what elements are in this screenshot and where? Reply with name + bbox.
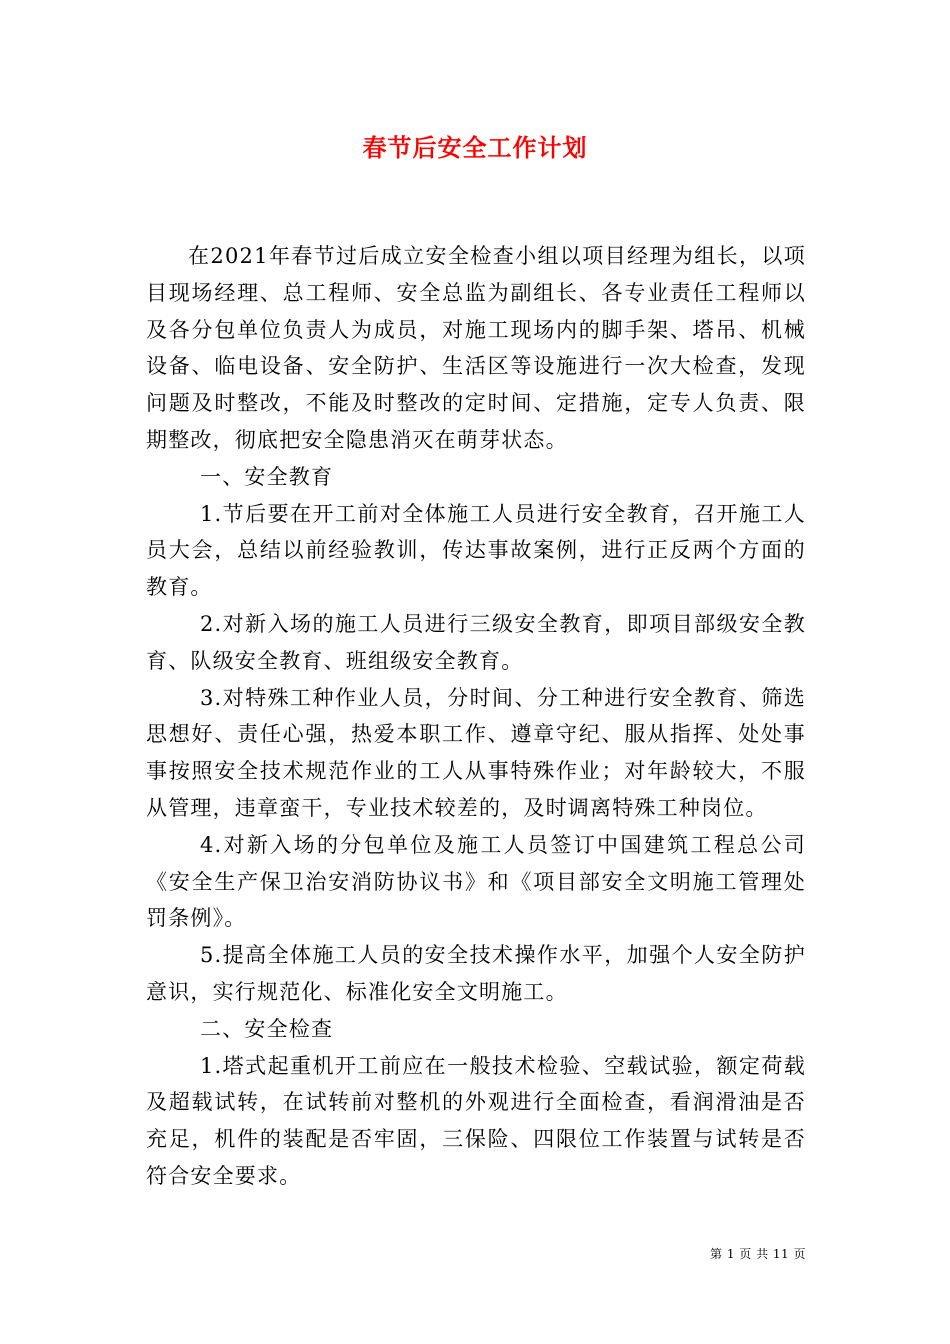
document-title: 春节后安全工作计划 xyxy=(362,133,588,162)
document-body xyxy=(146,238,806,1195)
safety-inspection-item-1: 1.塔式起重机开工前应在一般技术检验、空载试验，额定荷载及超载试转，在试转前对整机的外观进行全面检查，看润滑油是否充足，机件的装配是否牢固，三保险、四限位工作装置与试转是否符合安全要求。 xyxy=(146,1053,806,1188)
intro-paragraph: 在2021年春节过后成立安全检查小组以项目经理为组长，以项目现场经理、总工程师、安全总监为副组长、各专业责任工程师以及各分包单位负责人为成员，对施工现场内的脚手架、塔吊、机械设备、临电设备、安全防护、生活区等设施进行一次大检查，发现问题及时整改，不能及时整改的定时间、定措施，定专人负责、限期整改，彻底把安全隐患消灭在萌芽状态。 xyxy=(146,244,806,452)
safety-education-item-2: 2.对新入场的施工人员进行三级安全教育，即项目部级安全教育、队级安全教育、班组级安全教育。 xyxy=(146,611,806,673)
safety-education-item-4: 4.对新入场的分包单位及施工人员签订中国建筑工程总公司《安全生产保卫治安消防协议书》和《项目部安全文明施工管理处罚条例》。 xyxy=(146,832,806,931)
section-heading-safety-education: 一、安全教育 xyxy=(200,464,334,489)
safety-education-item-1: 1.节后要在开工前对全体施工人员进行安全教育，召开施工人员大会，总结以前经验教训，传达事故案例，进行正反两个方面的教育。 xyxy=(146,501,806,600)
safety-education-item-5: 5.提高全体施工人员的安全技术操作水平，加强个人安全防护意识，实行规范化、标准化安全文明施工。 xyxy=(146,943,806,1004)
safety-education-item-3: 3.对特殊工种作业人员，分时间、分工种进行安全教育、筛选思想好、责任心强，热爱本职工作、遵章守纪、服从指挥、处处事事按照安全技术规范作业的工人从事特殊作业；对年龄较大，不服从管理，违章蛮干，专业技术较差的，及时调离特殊工种岗位。 xyxy=(146,685,806,820)
section-heading-safety-inspection: 二、安全检查 xyxy=(200,1016,334,1041)
page-number-footer: 第 1 页 共 11 页 xyxy=(710,1247,806,1261)
